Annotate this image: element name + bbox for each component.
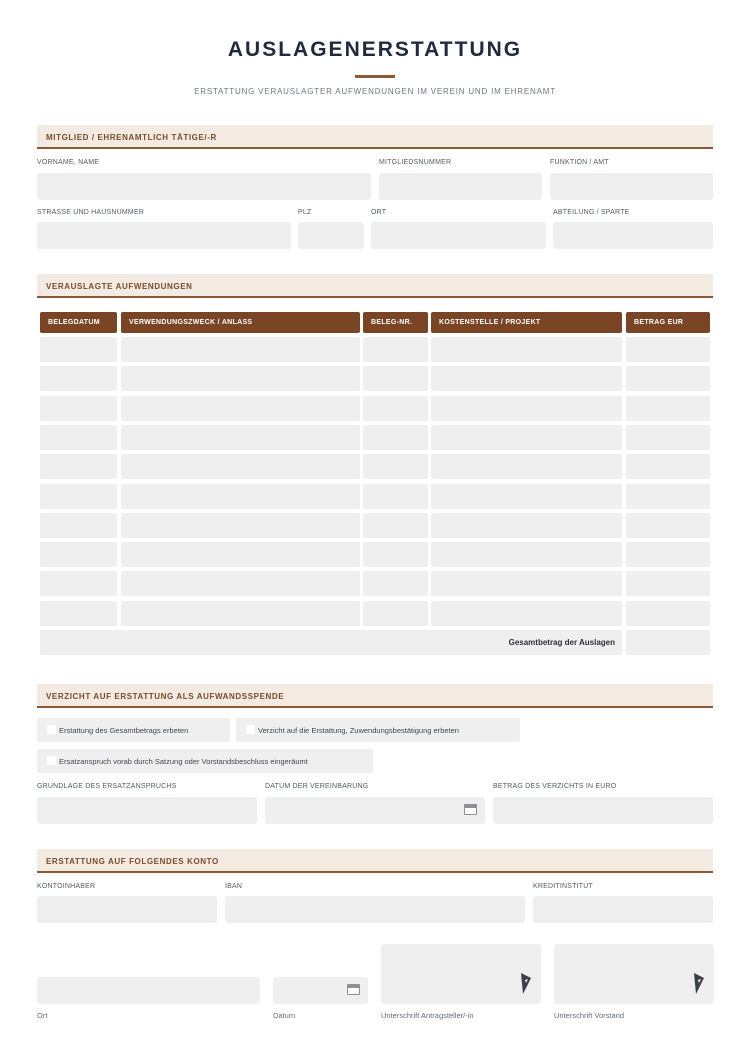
pen-nib-icon [692,972,706,996]
checkbox[interactable] [246,725,255,734]
claim-basis-field[interactable] [37,797,257,824]
cell-receipt-no[interactable] [363,542,428,567]
cell-purpose[interactable] [121,396,360,421]
section-header-member: MITGLIED / EHRENAMTLICH TÄTIGE/-R [37,125,713,149]
department-field[interactable] [553,222,713,249]
cell-purpose[interactable] [121,484,360,509]
cell-amount[interactable] [626,542,710,567]
cell-receipt-date[interactable] [40,484,117,509]
cell-cost-center[interactable] [431,571,622,596]
section-header-expenses: VERAUSLAGTE AUFWENDUNGEN [37,274,713,298]
option-claim-granted-label: Ersatzanspruch vorab durch Satzung oder Vorstandsbeschluss eingeräumt [59,757,308,766]
zip-label: PLZ [298,209,312,216]
cell-receipt-date[interactable] [40,425,117,450]
city-label: ORT [371,209,387,216]
agreement-date-field[interactable] [265,797,485,824]
cell-receipt-date[interactable] [40,513,117,538]
cell-purpose[interactable] [121,601,360,626]
cell-cost-center[interactable] [431,396,622,421]
cell-amount[interactable] [626,366,710,391]
cell-purpose[interactable] [121,513,360,538]
option-waiver[interactable] [236,718,520,742]
place-label: Ort [37,1011,48,1020]
cell-purpose[interactable] [121,425,360,450]
total-amount-field[interactable] [626,630,710,655]
cell-receipt-no[interactable] [363,601,428,626]
title-divider [355,75,395,78]
member-number-label: MITGLIEDSNUMMER [379,159,452,166]
cell-receipt-no[interactable] [363,396,428,421]
cell-amount[interactable] [626,337,710,362]
column-header-amount: BETRAG EUR [626,312,710,333]
cell-amount[interactable] [626,484,710,509]
cell-receipt-no[interactable] [363,337,428,362]
iban-field[interactable] [225,896,525,923]
cell-purpose[interactable] [121,454,360,479]
cell-amount[interactable] [626,396,710,421]
option-waiver-label: Verzicht auf die Erstattung, Zuwendungsbestätigung erbeten [258,726,459,735]
section-header-waiver: VERZICHT AUF ERSTATTUNG ALS AUFWANDSSPENDE [37,684,713,708]
name-label: VORNAME, NAME [37,159,100,166]
checkbox[interactable] [47,756,56,765]
street-label: STRASSE UND HAUSNUMMER [37,209,145,216]
cell-cost-center[interactable] [431,425,622,450]
signature-applicant-label: Unterschrift Antragsteller/-in [381,1011,474,1020]
account-holder-field[interactable] [37,896,217,923]
cell-purpose[interactable] [121,571,360,596]
cell-amount[interactable] [626,571,710,596]
cell-receipt-no[interactable] [363,513,428,538]
section-header-account: ERSTATTUNG AUF FOLGENDES KONTO [37,849,713,873]
pen-nib-icon [519,972,533,996]
zip-field[interactable] [298,222,364,249]
cell-receipt-date[interactable] [40,601,117,626]
date-label: Datum [273,1011,296,1020]
cell-receipt-no[interactable] [363,366,428,391]
option-claim-granted[interactable] [37,749,373,773]
calendar-icon[interactable] [464,804,477,815]
waiver-amount-field[interactable] [493,797,713,824]
account-holder-label: KONTOINHABER [37,883,96,890]
place-field[interactable] [37,977,260,1004]
street-field[interactable] [37,222,291,249]
signature-applicant-field[interactable] [381,944,541,1004]
bank-label: KREDITINSTITUT [533,883,593,890]
column-header-receipt-no: BELEG-NR. [363,312,428,333]
name-field[interactable] [37,173,371,200]
department-label: ABTEILUNG / SPARTE [553,209,630,216]
agreement-date-label: DATUM DER VEREINBARUNG [265,783,369,790]
cell-purpose[interactable] [121,337,360,362]
signature-board-label: Unterschrift Vorstand [554,1011,625,1020]
calendar-icon[interactable] [347,984,360,995]
function-label: FUNKTION / AMT [550,159,609,166]
claim-basis-label: GRUNDLAGE DES ERSATZANSPRUCHS [37,783,177,790]
column-header-cost-center: KOSTENSTELLE / PROJEKT [431,312,622,333]
cell-purpose[interactable] [121,542,360,567]
cell-amount[interactable] [626,513,710,538]
signature-board-field[interactable] [554,944,714,1004]
member-number-field[interactable] [379,173,542,200]
cell-receipt-date[interactable] [40,454,117,479]
cell-cost-center[interactable] [431,542,622,567]
cell-cost-center[interactable] [431,601,622,626]
page-title: AUSLAGENERSTATTUNG [227,38,523,61]
cell-cost-center[interactable] [431,366,622,391]
cell-receipt-date[interactable] [40,571,117,596]
option-reimbursement-label: Erstattung des Gesamtbetrags erbeten [59,726,189,735]
option-reimbursement[interactable] [37,718,230,742]
cell-receipt-no[interactable] [363,454,428,479]
cell-receipt-date[interactable] [40,366,117,391]
cell-receipt-date[interactable] [40,542,117,567]
total-label: Gesamtbetrag der Auslagen [508,638,615,647]
function-field[interactable] [550,173,713,200]
cell-cost-center[interactable] [431,454,622,479]
cell-amount[interactable] [626,601,710,626]
cell-cost-center[interactable] [431,513,622,538]
cell-amount[interactable] [626,425,710,450]
column-header-purpose: VERWENDUNGSZWECK / ANLASS [121,312,360,333]
waiver-amount-label: BETRAG DES VERZICHTS IN EURO [493,783,617,790]
cell-receipt-no[interactable] [363,425,428,450]
cell-purpose[interactable] [121,366,360,391]
cell-receipt-date[interactable] [40,396,117,421]
cell-receipt-no[interactable] [363,571,428,596]
bank-field[interactable] [533,896,713,923]
cell-receipt-no[interactable] [363,484,428,509]
city-field[interactable] [371,222,546,249]
page-subtitle: ERSTATTUNG VERAUSLAGTER AUFWENDUNGEN IM VEREIN UND IM EHRENAMT [194,87,556,96]
cell-cost-center[interactable] [431,337,622,362]
cell-receipt-date[interactable] [40,337,117,362]
checkbox[interactable] [47,725,56,734]
column-header-receipt-date: BELEGDATUM [40,312,117,333]
cell-amount[interactable] [626,454,710,479]
iban-label: IBAN [225,883,243,890]
cell-cost-center[interactable] [431,484,622,509]
